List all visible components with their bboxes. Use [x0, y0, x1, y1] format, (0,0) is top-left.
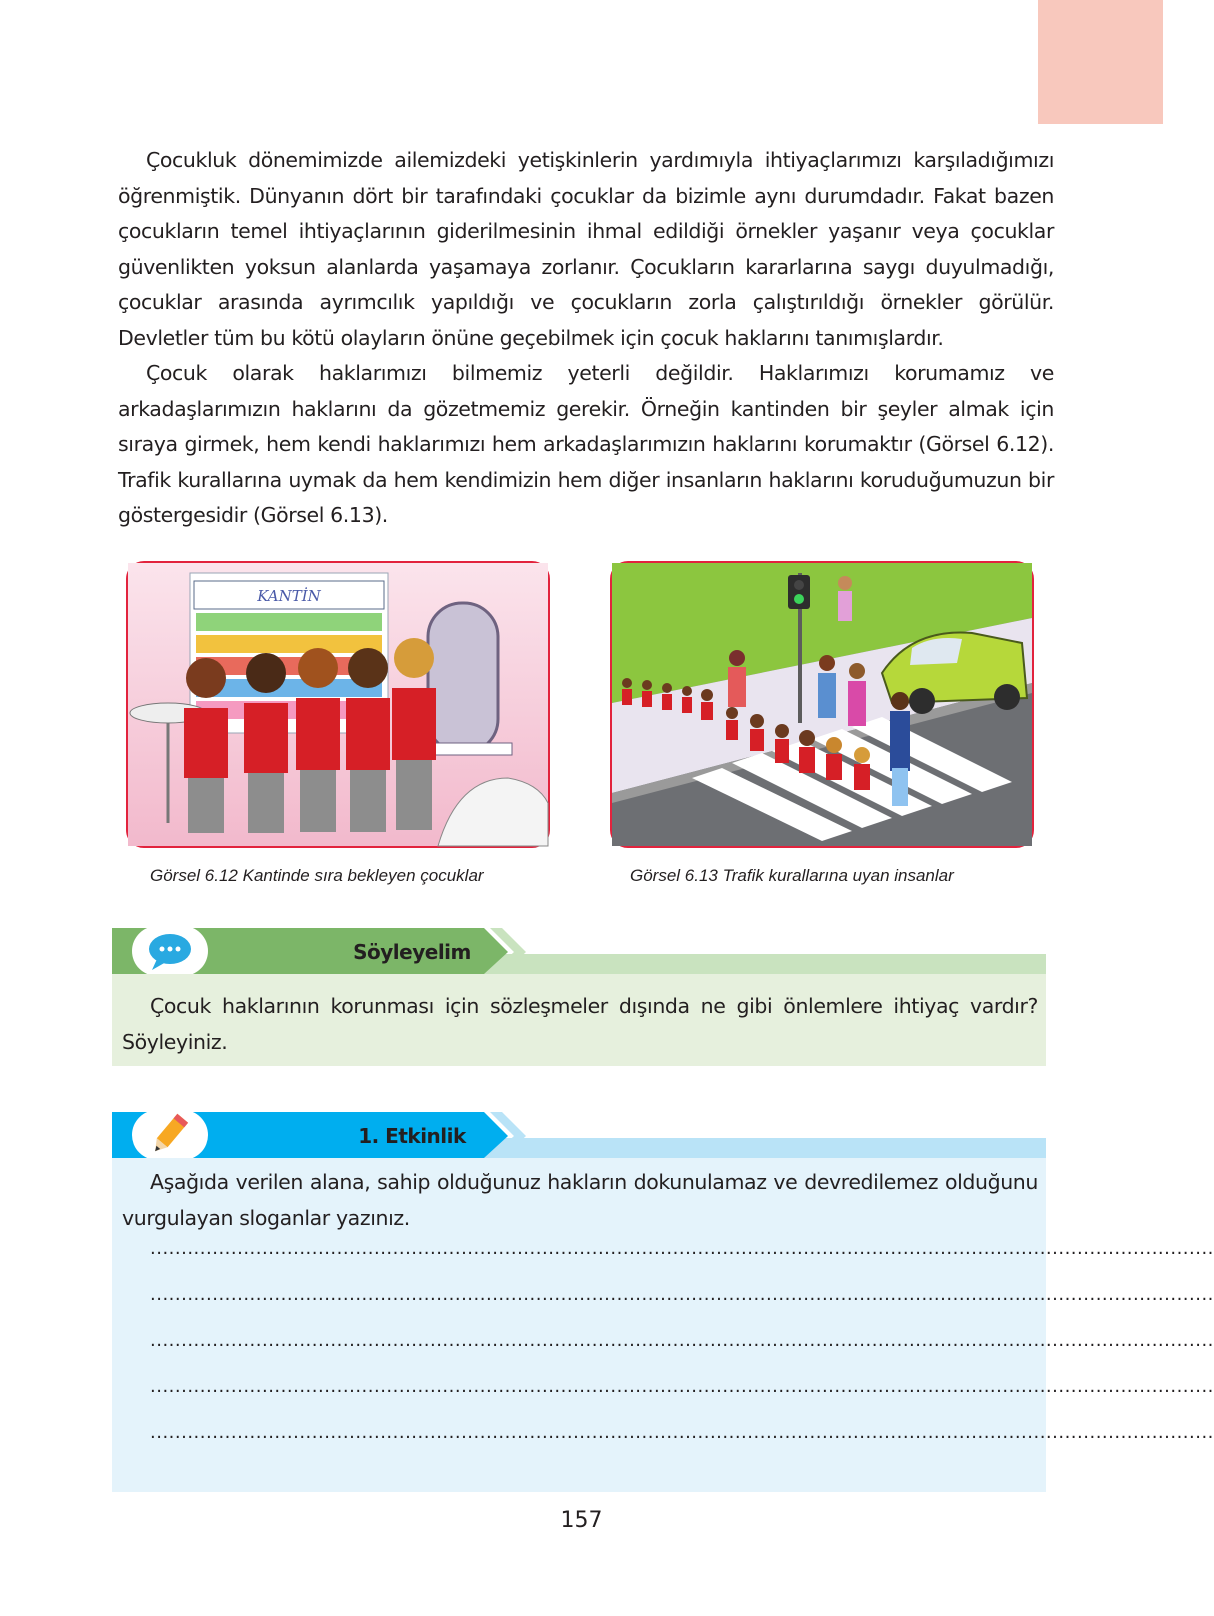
- soyleyelim-body: [112, 974, 1046, 1066]
- pencil-icon: [132, 1110, 208, 1160]
- etkinlik-box: [112, 1112, 1214, 1492]
- canteen-illustration: [128, 563, 548, 846]
- paragraph-2: Çocuk olarak haklarımızı bilmemiz yeterli değildir. Haklarımızı korumamız ve arkadaşlarımızın haklarını da gözetmemiz gerekir. Örneğin kantinden bir şeyler almak için sıraya girmek, hem kendi haklarımızı hem arkadaşlarımızın haklarını korumaktır (Görsel 6.12). Trafik kurallarına uymak da hem kendimizin hem diğer insanların haklarını koruduğumuzun bir göstergesidir (Görsel 6.13).: [118, 361, 1054, 527]
- kantin-sign: KANTİN: [257, 587, 321, 605]
- soyleyelim-title: Söyleyelim: [353, 940, 471, 964]
- corner-tab: [1038, 0, 1163, 124]
- etkinlik-text: Aşağıda verilen alana, sahip olduğunuz hakların dokunulamaz ve devredilemez olduğunu vurgulayan sloganlar yazınız.: [122, 1170, 1038, 1230]
- answer-line[interactable]: ...........................................................................................................................................................................: [150, 1422, 1214, 1443]
- children-queue: [184, 638, 436, 833]
- etkinlik-header-band: [112, 1112, 1046, 1164]
- figure-caption-1: Görsel 6.12 Kantinde sıra bekleyen çocuklar: [150, 866, 484, 885]
- paragraph-1: Çocukluk dönemimizde ailemizdeki yetişkinlerin yardımıyla ihtiyaçlarımızı karşıladığımızı öğrenmiştik. Dünyanın dört bir tarafındaki çocuklar da bizimle aynı durumdadır. Fakat bazen çocukların temel ihtiyaçlarının giderilmesinin ihmal edildiği örnekler yaşanır veya çocuklar güvenlikten yoksun alanlarda yaşamaya zorlanır. Çocukların kararlarına saygı duyulmadığı, çocuklar arasında ayrımcılık yapıldığı ve çocukların zorla çalıştırıldığı örnekler görülür. Devletler tüm bu kötü olayların önüne geçebilmek için çocuk haklarını tanımışlardır.: [118, 148, 1054, 350]
- figure-canteen: [126, 561, 550, 848]
- figure-traffic: [610, 561, 1034, 848]
- etkinlik-body: [112, 1158, 1214, 1492]
- soyleyelim-header-band: [112, 928, 1046, 980]
- page-number: 157: [560, 1508, 603, 1533]
- traffic-illustration: [612, 563, 1032, 846]
- answer-line[interactable]: ...........................................................................................................................................................................: [150, 1284, 1214, 1305]
- answer-line[interactable]: ...........................................................................................................................................................................: [150, 1330, 1214, 1351]
- etkinlik-title: 1. Etkinlik: [358, 1124, 466, 1148]
- answer-line[interactable]: ...........................................................................................................................................................................: [150, 1238, 1214, 1259]
- soyleyelim-box: [112, 928, 1046, 1066]
- body-text: [118, 143, 1054, 534]
- answer-line[interactable]: ...........................................................................................................................................................................: [150, 1376, 1214, 1397]
- figure-caption-2: Görsel 6.13 Trafik kurallarına uyan insanlar: [630, 866, 954, 885]
- speech-bubble-icon: [132, 926, 208, 976]
- etkinlik-icon-holder: [132, 1110, 208, 1160]
- soyleyelim-text: Çocuk haklarının korunması için sözleşmeler dışında ne gibi önlemlere ihtiyaç vardır? Söyleyiniz.: [122, 994, 1038, 1054]
- soyleyelim-icon-holder: [132, 926, 208, 976]
